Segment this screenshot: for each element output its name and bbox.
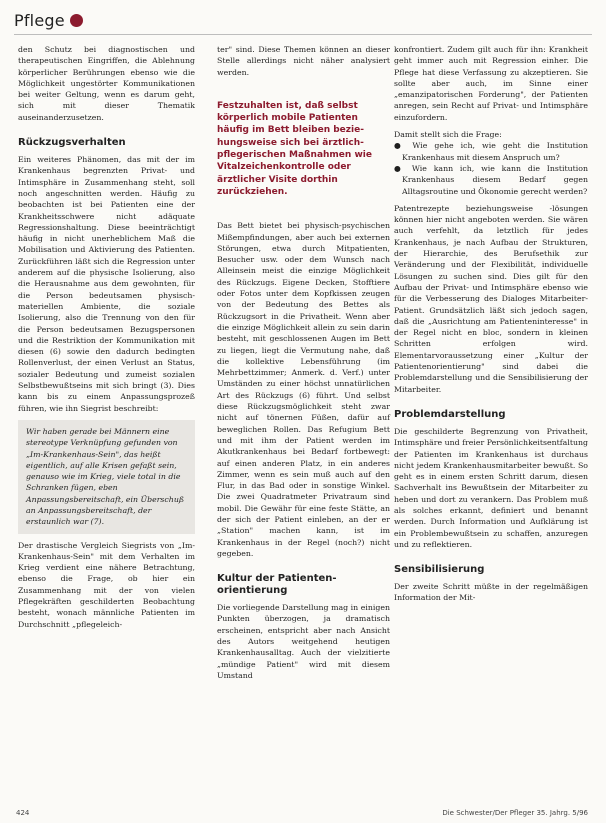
- paragraph-vergleich: Der drastische Vergleich Siegrists von „Im-Krankenhaus-Sein" mit dem Verhalten im Krieg verdient eine nähere Betrachtung, ebenso die Frage, ob hier ein Zusammenhang mit der von vielen Pflegekräften geschilderten Beobachtung besteht, wonach männliche Patienten im Durchschnitt „pflegeleich-: [18, 540, 195, 629]
- page-header: [14, 9, 83, 31]
- paragraph-top: konfrontiert. Zudem gilt auch für ihn: Krankheit geht immer auch mit Regression einher. Die Pflege hat diese Verfassung zu akzeptieren. Sie sollte aber auch, im Sinne einer „emanzipatorischen Forderung", der Patienten anregen, sein Recht auf Privat- und Intimsphäre einzufordern.: [394, 45, 588, 122]
- paragraph-rueckzug: Ein weiteres Phänomen, das mit der im Krankenhaus begrenzten Privat- und Intimsphäre in Zusammenhang steht, soll noch angeschnitten werden. Häufig zu beobachten ist bei Patienten eine der Krankheitsschwere nicht adäquate Regressionshaltung. Diese beeinträchtigt häufig in nicht unerheblichem Maß die Mobilisation und Aktivierung des Patienten. Zurückführen läßt sich die Regression unter anderem auf die physische Isolierung, also die Herausnahme aus dem gewohnten, für die Person bedeutsamen physisch-materiellen Ambiente, die soziale Isolierung, also die Trennung von den für die Person bedeutsamen Bezugspersonen und die Restriktion der Kommunikation mit diesen (6) sowie den dadurch bedingten Rollenverlust, der einen Verlust an Status, sozialer Bedeutung und zumeist sozialen Selbstbewußtseins mit sich bringt (3). Dies kann bis zu einem Anpassungsprozeß führen, wie ihn Siegrist beschreibt:: [18, 155, 195, 413]
- heading-rueckzug: Rückzugsverhalten: [18, 137, 126, 149]
- paragraph-frage: Damit stellt sich die Frage:: [394, 130, 502, 140]
- column-3: [394, 44, 588, 604]
- bullet-item: ● Wie kann ich, wie kann die Institution Krankenhaus diesem Bedarf gegen Alltagsroutine und Ökonomie gerecht werden?: [394, 163, 588, 196]
- page-number: 424: [16, 809, 30, 817]
- section-dot-icon: [70, 14, 83, 27]
- pull-quote: Festzuhalten ist, daß selbst körperlich mobile Patienten häufig im Bett bleiben beziehungsweise sich bei ärztlichpflegerischen Maßnahmen wie Vitalzeichenkontrolle oder ärztlicher Visite dorthin zurückziehen.: [217, 100, 372, 197]
- heading-sens: Sensibilisierung: [394, 564, 485, 576]
- paragraph-problem: Die geschilderte Begrenzung von Privatheit, Intimsphäre und freier Persönlichkeitsentfaltung der Patienten im Krankenhaus ist durchaus nicht jedem Krankenhausmitarbeiter bewußt. So geht es in einem ersten Schritt darum, diesen Sachverhalt ins Bewußtsein der Mitarbeiter zu heben und dort zu verankern. Das Problem muß als solches erkannt, definiert und benannt werden. Durch Information und Aufklärung ist ein Problembewußtsein zu schaffen, anzuregen und zu reflektieren.: [394, 426, 588, 549]
- journal-source: Die Schwester/Der Pfleger 35. Jahrg. 5/96: [442, 809, 588, 817]
- paragraph-kultur: Die vorliegende Darstellung mag in einigen Punkten überzogen, ja dramatisch erscheinen, entspricht aber nach Ansicht des Autors weitgehend heutigen Krankenhausalltag. Auch der vielzitierte „mündige Patient" wird mit diesem Umstand: [217, 603, 390, 680]
- column-2: [217, 44, 390, 681]
- paragraph-bett: Das Bett bietet bei physisch-psychischen Mißempfindungen, aber auch bei externen Störungen, etwa durch Mitpatienten, Besucher usw. oder dem Wunsch nach Alleinsein meist die einzige Möglichkeit des Rückzugs. Eigene Decken, Stofftiere oder Fotos unter dem Kopfkissen zeugen von der Bedeutung des Bettes als Rückzugsort in die Privatheit. Wenn aber die einzige Möglichkeit allein zu sein darin besteht, mit geschlossenen Augen im Bett zu liegen, liegt die Vermutung nahe, daß die kollektive Lebensführung (im Mehrbettzimmer; Anmerk. d. Verf.) unter Umständen zu einer höchst unnatürlichen Art des Rückzugs (6) führt. Und selbst diese Rückzugsmöglichkeit steht zwar nicht auf tönernen Füßen, dafür auf beweglichen Rollen. Das Refugium Bett und mit ihm der Patient werden im Akutkrankenhaus bei Bedarf fortbewegt: auf einen anderen Platz, in ein anderes Zimmer, wenn es sein muß auch auf den Flur, in das Bad oder in sonstige Winkel. Die zwei Quadratmeter Privatraum sind mobil. Die Gewähr für eine feste Stätte, an der sich der Patient einleben, an der er „Station" machen kann, ist im Krankenhaus in der Regel (noch?) nicht gegeben.: [217, 221, 390, 558]
- paragraph-top: ter" sind. Diese Themen können an dieser Stelle allerdings nicht näher analysiert werden.: [217, 45, 390, 77]
- paragraph-intro: den Schutz bei diagnostischen und therapeutischen Eingriffen, die Ablehnung körperlicher Berührungen ebenso wie die Möglichkeit ungestörter Kommunikationen bei weiter Geltung, wenn es darum geht, sich mit dieser Thematik auseinanderzusetzen.: [18, 45, 195, 122]
- quote-box: Wir haben gerade bei Männern eine stereotype Verknüpfung gefunden von „Im-Krankenhaus-Sein", das heißt eigentlich, auf alle Krisen gefaßt sein, genauso wie im Krieg, viele total in die Schranken fügen, eben Anpassungsbereitschaft, ein Überschuß an Anpassungsbereitschaft, der erstaunlich war (7).: [18, 420, 195, 534]
- section-title: Pflege: [14, 10, 65, 30]
- bullet-item: ● Wie gehe ich, wie geht die Institution Krankenhaus mit diesem Anspruch um?: [394, 141, 588, 162]
- paragraph-sens: Der zweite Schritt müßte in der regelmäßigen Information der Mit-: [394, 582, 588, 603]
- column-1: [18, 44, 195, 630]
- paragraph-patent: Patentrezepte beziehungsweise -lösungen können hier nicht angeboten werden. Sie wären auch verfehlt, da letztlich für jedes Krankenhaus, je nach Aufbau der Strukturen, der Hierarchie, des Berufsethik zur Veränderung und der Flexibilität, individuelle Lösungen zu suchen sind. Dies gilt für den Aufbau der Privat- und Intimsphäre ebenso wie für die Verbesserung des Dialoges Mitarbeiter-Patient. Grundsätzlich läßt sich jedoch sagen, daß die „Ausrichtung am Patienteninteresse" in der Regel nicht en bloc, sondern in kleinen Schritten erfolgen wird. Elementarvoraussetzung einer „Kultur der Patientenorientierung" sind dabei die Problemdarstellung und die Sensibilisierung der Mitarbeiter.: [394, 203, 588, 394]
- heading-kultur: Kultur der Patientenorientierung: [217, 573, 337, 597]
- header-rule: [14, 34, 592, 35]
- heading-problem: Problemdarstellung: [394, 408, 506, 420]
